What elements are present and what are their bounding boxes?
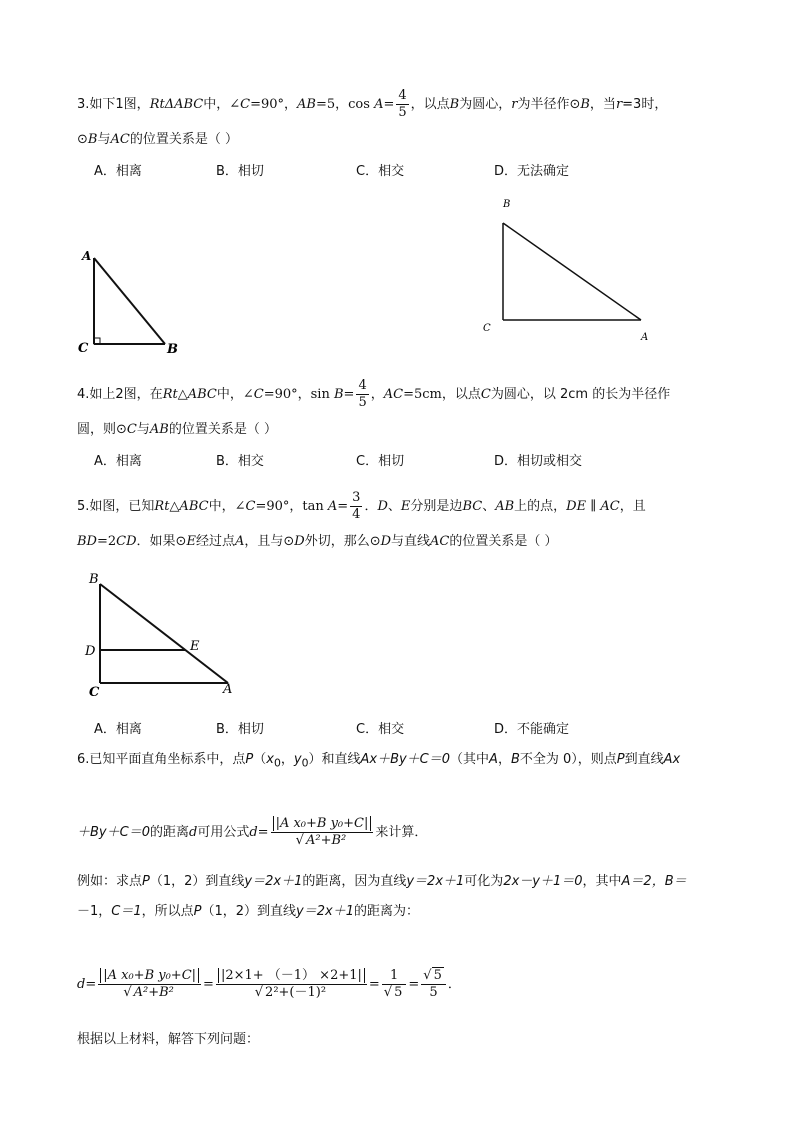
fig1-label-c: C: [78, 341, 89, 356]
q4-option-b: B．相交: [216, 454, 264, 469]
q5-option-b: B．相切: [216, 722, 264, 737]
fig1-side-ab: [94, 258, 165, 344]
q6-line1: 6.已知平面直角坐标系中，点$P(x_0$，$y_0$）和直线Ax＋By＋C＝0（其中A，B不全为 0），则点P到直线Ax: [77, 752, 681, 770]
fig1-label-a: A: [82, 249, 92, 263]
q4-option-d: D．相切或相交: [494, 454, 583, 469]
q5-option-d: D．不能确定: [494, 722, 570, 737]
q6-distance-formula: $\frac{\text{|A x₀+B y₀+C|}}{\text{√ A²+B²}}$: [271, 816, 374, 849]
q5-option-c: C．相交: [356, 722, 405, 737]
q5-line1: 5.如图，已知Rt△ABC中，∠C=90°，tan A= $\frac{3}{4}$ ．D、E分别是边BC、AB上的点，DE ∥ AC，且: [77, 490, 646, 522]
figure-2-triangle: [475, 195, 665, 350]
q6-example-line1: 例如：求点P（1，2）到直线y＝2x＋1的距离，因为直线y＝2x＋1可化为2x－y＋1＝0，其中A＝2，B＝: [77, 874, 687, 889]
fig3-side-ba: [100, 584, 228, 683]
fig2-label-c: C: [483, 323, 491, 334]
q3-fraction: $\frac{4}{5}$: [398, 88, 407, 120]
q4-fraction: $\frac{4}{5}$: [358, 378, 367, 410]
figure-1-triangle: [70, 240, 190, 365]
fig3-label-d: D: [85, 644, 96, 659]
figure-3-triangle: [80, 570, 255, 705]
q4-line2: 圆，则⊙C与AB的位置关系是（ ）: [77, 422, 277, 437]
q5-fraction: $\frac{3}{4}$: [352, 490, 361, 522]
q5-option-a: A．相离: [94, 722, 142, 737]
fig2-side-ba: [503, 223, 641, 320]
fig3-label-c: C: [89, 685, 100, 700]
q6-closing: 根据以上材料，解答下列问题：: [77, 1032, 260, 1047]
q5-line2: BD=2CD．如果⊙E经过点A，且与⊙D外切，那么⊙D与直线AC的位置关系是（ ）: [77, 534, 558, 549]
q4-option-c: C．相切: [356, 454, 405, 469]
q3-option-c: C．相交: [356, 164, 405, 179]
q6-example-frac-2: $\frac{|2\times 1+ (-1) \times 2+1|}{\text{√ 2²+(－1)²}}$: [216, 968, 367, 1001]
q3-option-a: A．相离: [94, 164, 142, 179]
q6-example-line2: －1，C＝1，所以点P（1，2）到直线y＝2x＋1的距离为：: [77, 904, 419, 919]
fig2-label-b: B: [503, 199, 511, 210]
q6-number: 6.已知平面直角坐标系中，点: [77, 752, 246, 767]
q6-example-frac-1: $\frac{\text{|A x₀+B y₀+C|}}{\text{√ A²+B²}}$: [98, 968, 201, 1001]
q3-number: 3.: [77, 97, 90, 112]
fig3-label-b: B: [89, 572, 99, 587]
q6-example-formula: d= $\frac{\text{|A x₀+B y₀+C|}}{\text{√ A²+B²}}$ = $\frac{|2\times 1+ (-1) \times 2+1|}{\text{√ 2²+(－1)²}}$ = $\frac{1}{√ 5}$ = $\frac{√ 5}{5}$ ．: [77, 968, 461, 1000]
q3-line2: ⊙B与AC的位置关系是（ ）: [77, 132, 238, 147]
q6-line2: ＋By＋C＝0的距离d可用公式d= $\frac{\text{|A x₀+B y₀+C|}}{\text{√ A²+B²}}$ 来计算．: [77, 816, 428, 848]
q4-number: 4.: [77, 387, 90, 402]
q4-line1: 4.如上2图，在Rt△ABC中，∠C=90°，sin B= $\frac{4}{5}$ ，AC=5cm，以点C为圆心，以 2cm 的长为半径作: [77, 378, 671, 410]
q4-option-a: A．相离: [94, 454, 142, 469]
q3-line1: 3.如下1图，RtΔABC中，∠C=90°，AB=5，cos A= $\frac{4}{5}$ ，以点B为圆心，r为半径作⊙B，当r=3时，: [77, 88, 668, 120]
fig1-label-b: B: [167, 342, 178, 357]
q3-option-b: B．相切: [216, 164, 264, 179]
q6-example-frac-4: $\frac{√ 5}{5}$: [421, 968, 446, 1001]
fig3-label-e: E: [190, 639, 200, 654]
fig3-label-a: A: [223, 682, 233, 697]
q3-option-d: D．无法确定: [494, 164, 570, 179]
q5-number: 5.: [77, 499, 90, 514]
fig2-label-a: A: [641, 332, 649, 343]
q6-example-frac-3: $\frac{1}{√ 5}$: [382, 968, 407, 1001]
